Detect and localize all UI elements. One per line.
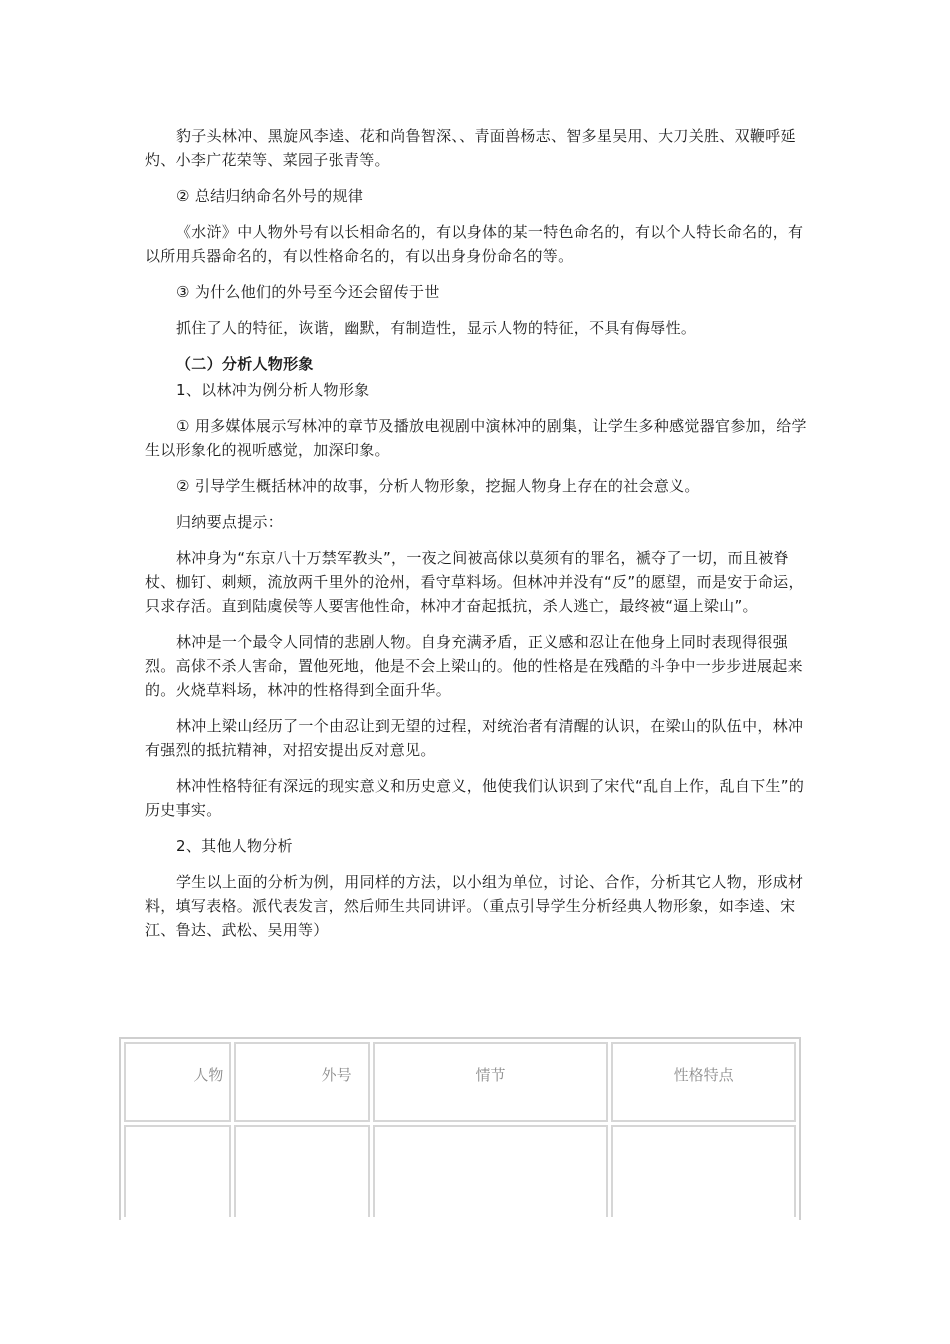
header-cell-plot: 情节 [373, 1042, 609, 1122]
table-header-row [124, 1042, 796, 1122]
subheading-other-characters: 2、其他人物分析 [176, 837, 293, 855]
paragraph-multimedia: ① 用多媒体展示写林冲的章节及播放电视剧中演林冲的剧集，让学生多种感觉器官参加，给学生以形象化的视听感觉，加深印象。 [145, 417, 807, 459]
header-cell-nickname: 外号 [234, 1042, 369, 1122]
paragraph-linchong-liangshan: 林冲上梁山经历了一个由忍让到无望的过程，对统治者有清醒的认识，在梁山的队伍中，林冲有强烈的抵抗精神，对招安提出反对意见。 [145, 717, 804, 759]
paragraph-linchong-significance: 林冲性格特征有深远的现实意义和历史意义，他使我们认识到了宋代“乱自上作，乱自下生”的历史事实。 [145, 777, 805, 819]
table-row [124, 1125, 796, 1217]
paragraph-linchong-tragedy: 林冲是一个最令人同情的悲剧人物。自身充满矛盾，正义感和忍让在他身上同时表现得很强烈。高俅不杀人害命，置他死地，他是不会上梁山的。他的性格是在残酷的斗争中一步步进展起来的。火烧草料场，林冲的性格得到全面升华。 [145, 633, 803, 699]
header-cell-person: 人物 [124, 1042, 231, 1122]
character-analysis-table [119, 1037, 801, 1220]
table-cell [234, 1125, 369, 1217]
header-cell-traits: 性格特点 [611, 1042, 796, 1122]
table-cell [611, 1125, 796, 1217]
section-heading-character-analysis: （二）分析人物形象 [176, 355, 314, 373]
paragraph-linchong-story: 林冲身为“东京八十万禁军教头”，一夜之间被高俅以莫须有的罪名，褫夺了一切，而且被脊杖、枷钉、刺颊，流放两千里外的沧州，看守草料场。但林冲并没有“反”的愿望，而是安于命运，只求存活。直到陆虞侯等人要害他性命，林冲才奋起抵抗，杀人逃亡，最终被“逼上梁山”。 [145, 549, 804, 615]
paragraph-naming-rules: 《水浒》中人物外号有以长相命名的，有以身体的某一特色命名的，有以个人特长命名的，有以所用兵器命名的，有以性格命名的，有以出身身份命名的等。 [145, 223, 804, 265]
table-cell [124, 1125, 231, 1217]
paragraph-summary-rule-heading: ② 总结归纳命名外号的规律 [176, 187, 364, 205]
paragraph-nicknames-list: 豹子头林冲、黑旋风李逵、花和尚鲁智深、、青面兽杨志、智多星吴用、大刀关胜、双鞭呼延灼、小李广花荣等、菜园子张青等。 [145, 127, 796, 169]
paragraph-group-activity: 学生以上面的分析为例，用同样的方法，以小组为单位，讨论、合作，分析其它人物，形成材料，填写表格。派代表发言，然后师生共同讲评。（重点引导学生分析经典人物形象，如李逵、宋江、鲁达、武松、吴用等） [145, 873, 804, 939]
paragraph-guide-students: ② 引导学生概括林冲的故事，分析人物形象，挖掘人物身上存在的社会意义。 [176, 477, 700, 495]
paragraph-key-points-label: 归纳要点提示： [176, 513, 284, 531]
paragraph-why-remembered-answer: 抓住了人的特征，诙谐，幽默，有制造性，显示人物的特征，不具有侮辱性。 [176, 319, 697, 337]
subheading-linchong-example: 1、以林冲为例分析人物形象 [176, 381, 370, 399]
paragraph-why-remembered-heading: ③ 为什么他们的外号至今还会留传于世 [176, 283, 440, 301]
table-cell [373, 1125, 609, 1217]
document-body [145, 124, 807, 954]
